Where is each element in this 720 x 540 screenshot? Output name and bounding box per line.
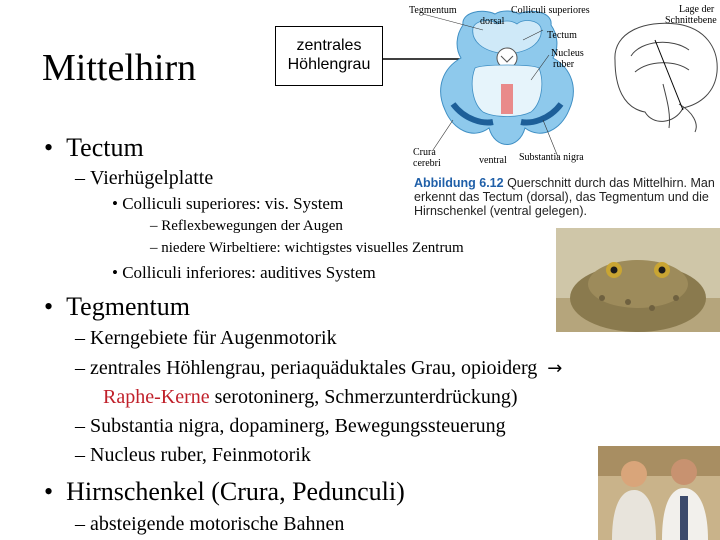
- toad-photo: [556, 228, 720, 332]
- caption-text: Querschnitt durch das Mittelhirn. Man erkennt das Tectum (dorsal), das Tegmentum und die Hirnschenkel (ventral gelegen).: [414, 176, 715, 218]
- figure-caption: [414, 176, 720, 218]
- bullet-ruber: – Nucleus ruber, Feinmotorik: [75, 444, 311, 466]
- bullet-substantia: – Substantia nigra, dopaminerg, Bewegungssteuerung: [75, 415, 506, 437]
- brain-sketch: [615, 23, 717, 132]
- label-tectum: Tectum: [547, 30, 577, 41]
- label-lage1: Lage der: [679, 4, 715, 15]
- label-tegmentum: Tegmentum: [409, 5, 457, 16]
- bullet-hirnschenkel: • Hirnschenkel (Crura, Pedunculi): [44, 477, 405, 506]
- label-ventral: ventral: [479, 155, 507, 166]
- bullet-tegmentum: • Tegmentum: [44, 292, 190, 321]
- label-dorsal: dorsal: [480, 16, 505, 27]
- caption-label: Abbildung 6.12: [414, 176, 504, 190]
- callout-line1: zentrales: [296, 37, 362, 54]
- bullet-colliculi-inf: • Colliculi inferiores: auditives System: [112, 263, 376, 282]
- bullet-vierhuegelplatte: – Vierhügelplatte: [75, 167, 214, 189]
- slide-title: Mittelhirn: [42, 47, 197, 89]
- label-ruber: ruber: [553, 59, 575, 70]
- callout-line2: Höhlengrau: [287, 56, 371, 73]
- label-colliculi: Colliculi superiores: [511, 5, 590, 16]
- label-substantia: Substantia nigra: [519, 152, 584, 163]
- bullet-tectum: • Tectum: [44, 133, 144, 162]
- midbrain-cross-section-figure: [383, 0, 720, 175]
- label-lage2: Schnittebene: [665, 15, 717, 26]
- bullet-niedere: – niedere Wirbeltiere: wichtigstes visuelles Zentrum: [150, 240, 464, 256]
- bullet-colliculi-sup: • Colliculi superiores: vis. System: [112, 194, 344, 213]
- callout-box: [275, 26, 383, 86]
- label-nucleus: Nucleus: [551, 48, 584, 59]
- bullet-bahnen: – absteigende motorische Bahnen: [75, 513, 345, 535]
- bullet-reflex: – Reflexbewegungen der Augen: [150, 218, 343, 234]
- people-photo: [598, 446, 720, 540]
- label-cerebri: cerebri: [413, 158, 441, 169]
- bullet-kerngebiete: – Kerngebiete für Augenmotorik: [75, 327, 337, 349]
- bullet-raphe: Raphe-Kerne serotoninerg, Schmerzunterdrückung): [103, 386, 518, 408]
- bullet-hoehlengrau: – zentrales Höhlengrau, periaquäduktales Grau, opioiderg →: [75, 357, 563, 379]
- raphe-stripe: [501, 84, 513, 114]
- label-crura: Crura: [413, 147, 436, 158]
- arrow-glyph: →: [547, 358, 563, 379]
- raphe-red-text: Raphe-Kerne: [103, 386, 210, 408]
